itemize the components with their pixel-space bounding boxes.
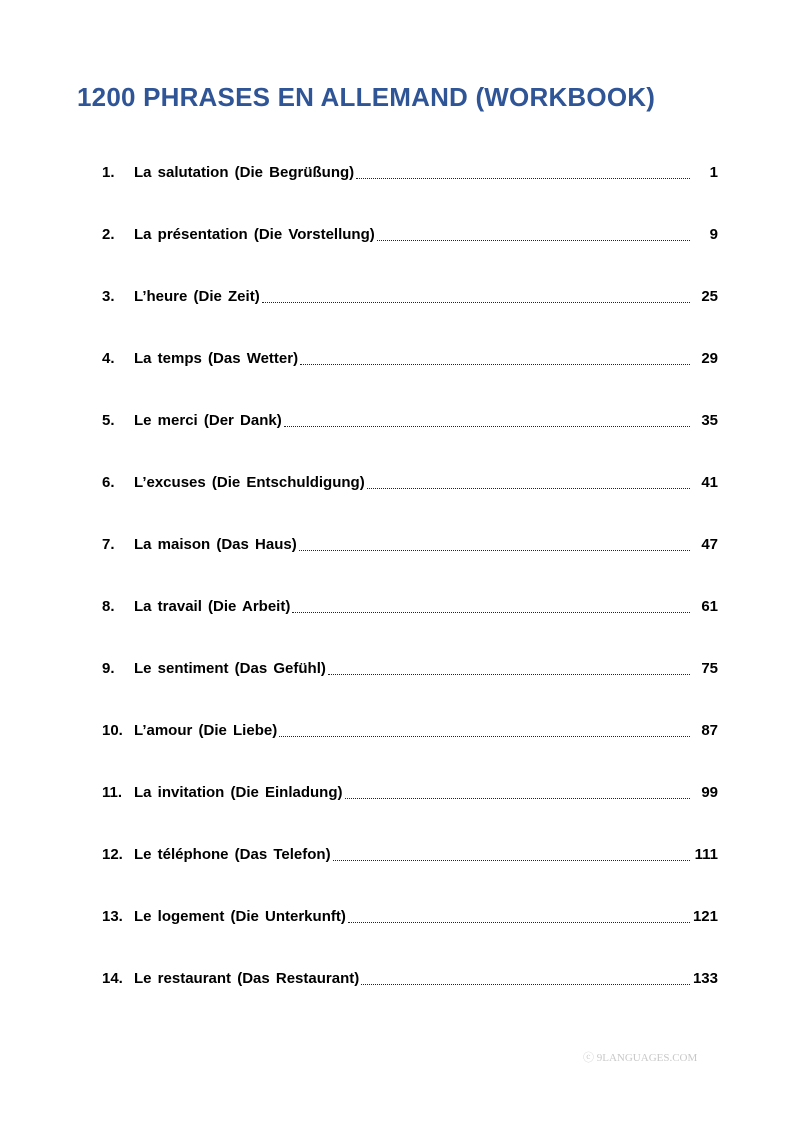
toc-entry-title: La travail (Die Arbeit) [134, 598, 291, 615]
toc-entry[interactable] [102, 659, 718, 721]
toc-entry[interactable] [102, 225, 718, 287]
toc-entry-number: 5. [102, 412, 115, 429]
toc-entry-number: 8. [102, 598, 115, 615]
toc-entry-title: La invitation (Die Einladung) [134, 784, 343, 801]
toc-entry-title: La salutation (Die Begrüßung) [134, 164, 355, 181]
dot-leader [348, 922, 690, 923]
toc-entry-page: 61 [701, 598, 718, 615]
toc-entry[interactable] [102, 535, 718, 597]
dot-leader [279, 736, 690, 737]
toc-entry[interactable] [102, 287, 718, 349]
toc-entry-page: 35 [701, 412, 718, 429]
toc-entry-page: 25 [701, 288, 718, 305]
dot-leader [328, 674, 690, 675]
toc-entry-title: La présentation (Die Vorstellung) [134, 226, 375, 243]
toc-entry[interactable] [102, 349, 718, 411]
toc-entry-number: 12. [102, 846, 123, 863]
toc-entry[interactable] [102, 597, 718, 659]
toc-entry-title: La temps (Das Wetter) [134, 350, 299, 367]
toc-entry-page: 87 [701, 722, 718, 739]
toc-entry[interactable] [102, 721, 718, 783]
toc-entry-page: 111 [694, 846, 718, 863]
table-of-contents [102, 163, 718, 1031]
toc-entry-page: 121 [692, 908, 718, 925]
dot-leader [361, 984, 690, 985]
toc-entry-title: Le sentiment (Das Gefühl) [134, 660, 326, 677]
toc-entry-number: 6. [102, 474, 115, 491]
dot-leader [356, 178, 690, 179]
toc-entry-number: 13. [102, 908, 123, 925]
toc-entry-number: 14. [102, 970, 123, 987]
toc-entry-number: 3. [102, 288, 115, 305]
toc-entry[interactable] [102, 473, 718, 535]
copyright-watermark: ⓒ 9LANGUAGES.COM [583, 1052, 698, 1064]
toc-entry[interactable] [102, 163, 718, 225]
toc-entry[interactable] [102, 783, 718, 845]
dot-leader [333, 860, 690, 861]
toc-entry-page: 133 [692, 970, 718, 987]
page-title: 1200 PHRASES EN ALLEMAND (WORKBOOK) [77, 82, 656, 112]
toc-entry-title: Le logement (Die Unterkunft) [134, 908, 346, 925]
toc-entry-number: 11. [102, 784, 123, 801]
toc-entry[interactable] [102, 411, 718, 473]
toc-entry-page: 29 [701, 350, 718, 367]
toc-entry-number: 1. [102, 164, 115, 181]
dot-leader [367, 488, 690, 489]
toc-entry-page: 41 [701, 474, 718, 491]
toc-entry-title: Le restaurant (Das Restaurant) [134, 970, 360, 987]
toc-entry-title: L’heure (Die Zeit) [134, 288, 260, 305]
toc-entry-number: 2. [102, 226, 115, 243]
toc-entry-title: L’amour (Die Liebe) [134, 722, 278, 739]
dot-leader [345, 798, 691, 799]
toc-entry-page: 47 [701, 536, 718, 553]
dot-leader [292, 612, 690, 613]
dot-leader [299, 550, 690, 551]
toc-entry[interactable] [102, 907, 718, 969]
toc-entry-page: 99 [701, 784, 718, 801]
dot-leader [262, 302, 690, 303]
dot-leader [377, 240, 690, 241]
toc-entry-number: 4. [102, 350, 115, 367]
toc-entry-title: La maison (Das Haus) [134, 536, 297, 553]
toc-entry-number: 7. [102, 536, 115, 553]
toc-entry[interactable] [102, 969, 718, 1031]
dot-leader [284, 426, 690, 427]
toc-entry-title: L’excuses (Die Entschuldigung) [134, 474, 365, 491]
toc-entry[interactable] [102, 845, 718, 907]
dot-leader [300, 364, 690, 365]
toc-entry-page: 9 [709, 226, 718, 243]
toc-entry-number: 9. [102, 660, 115, 677]
toc-entry-page: 1 [709, 164, 718, 181]
toc-entry-title: Le téléphone (Das Telefon) [134, 846, 331, 863]
toc-entry-title: Le merci (Der Dank) [134, 412, 282, 429]
toc-entry-number: 10. [102, 722, 123, 739]
toc-entry-page: 75 [701, 660, 718, 677]
